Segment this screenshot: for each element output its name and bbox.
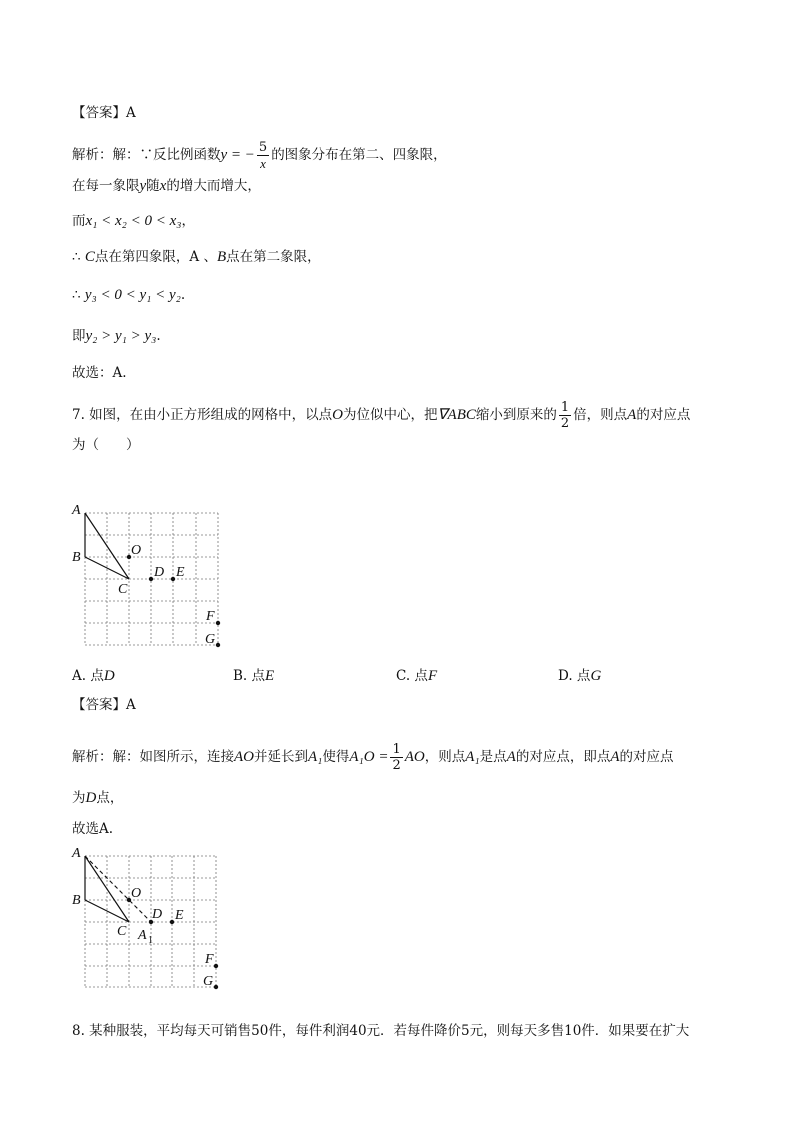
- solution-2-line-2: 为D点，: [72, 790, 124, 806]
- point-e: [171, 577, 175, 581]
- solution-line-7: 故选：A.: [72, 365, 127, 381]
- label-a: A: [72, 503, 81, 518]
- because-symbol: ∵: [139, 147, 153, 163]
- label-g: G: [205, 632, 216, 647]
- solution-2-line-3: 故选A.: [72, 821, 114, 837]
- option-c[interactable]: C. 点F: [396, 668, 438, 684]
- question-7-line-2: 为（ ）: [72, 437, 140, 453]
- grid-figure-2: [68, 844, 228, 994]
- point-g: [216, 643, 220, 647]
- label-f: F: [206, 609, 215, 624]
- label-o-2: O: [131, 886, 142, 901]
- question-7-line-1: 7. 如图，在由小正方形组成的网格中，以点O为位似中心，把∇ABC缩小到原来的 $\frac{1}{2}$ 倍，则点A的对应点: [72, 400, 691, 431]
- question-8-line-1: 8. 某种服装，平均每天可销售50件，每件利润40元．若每件降价5元，则每天多售10件．如果要在扩大: [72, 1023, 690, 1039]
- option-b[interactable]: B. 点E: [233, 668, 275, 684]
- solution-line-5: ∴ y₃ < 0 < y₁ < y₂.: [72, 287, 186, 303]
- fraction-1-over-2: $\frac{1}{2}$: [560, 400, 570, 431]
- label-d-2: D: [152, 907, 163, 922]
- label-o: O: [131, 543, 142, 558]
- point-g-2: [214, 985, 218, 989]
- solution-line-4: ∴ C点在第四象限，A 、B点在第二象限，: [72, 249, 321, 265]
- answer-label-2: 【答案】A: [72, 697, 136, 713]
- label-c-2: C: [117, 924, 127, 939]
- fraction-5-over-x: $\frac{5}{x}$: [258, 140, 268, 171]
- label-d: D: [154, 565, 165, 580]
- solution-line-3: 而x₁ < x₂ < 0 < x₃，: [72, 213, 195, 229]
- grid-figure-1: [68, 500, 228, 652]
- label-g-2: G: [203, 974, 214, 989]
- label-a1-subscript: 1: [148, 935, 153, 946]
- solution-line-2: 在每一象限y随x的增大而增大，: [72, 178, 261, 194]
- label-e-2: E: [175, 908, 184, 923]
- label-e: E: [176, 565, 185, 580]
- option-d[interactable]: D. 点G: [558, 668, 602, 684]
- label-b-2: B: [72, 893, 81, 908]
- point-f-2: [214, 964, 218, 968]
- label-f-2: F: [205, 952, 214, 967]
- solution-line-6: 即y₂ > y₁ > y₃.: [72, 328, 161, 344]
- label-a1: A: [138, 928, 147, 943]
- answer-label-1: 【答案】A: [72, 105, 136, 121]
- point-f: [216, 621, 220, 625]
- point-d: [149, 577, 153, 581]
- solution-2-line-1: 解析：解：如图所示，连接AO并延长到A₁使得A₁O = $\frac{1}{2}$ AO，则点A₁是点A的对应点，即点A的对应点: [72, 742, 674, 773]
- fraction-1-over-2-b: $\frac{1}{2}$: [392, 742, 401, 773]
- label-c: C: [118, 582, 128, 597]
- point-e-2: [170, 920, 174, 924]
- label-a-2: A: [72, 846, 81, 861]
- solution-line-1: 解析：解：∵反比例函数y = − $\frac{5}{x}$ 的图象分布在第二、四象限，: [72, 140, 447, 171]
- option-a[interactable]: A. 点D: [72, 668, 115, 684]
- label-b: B: [72, 550, 81, 565]
